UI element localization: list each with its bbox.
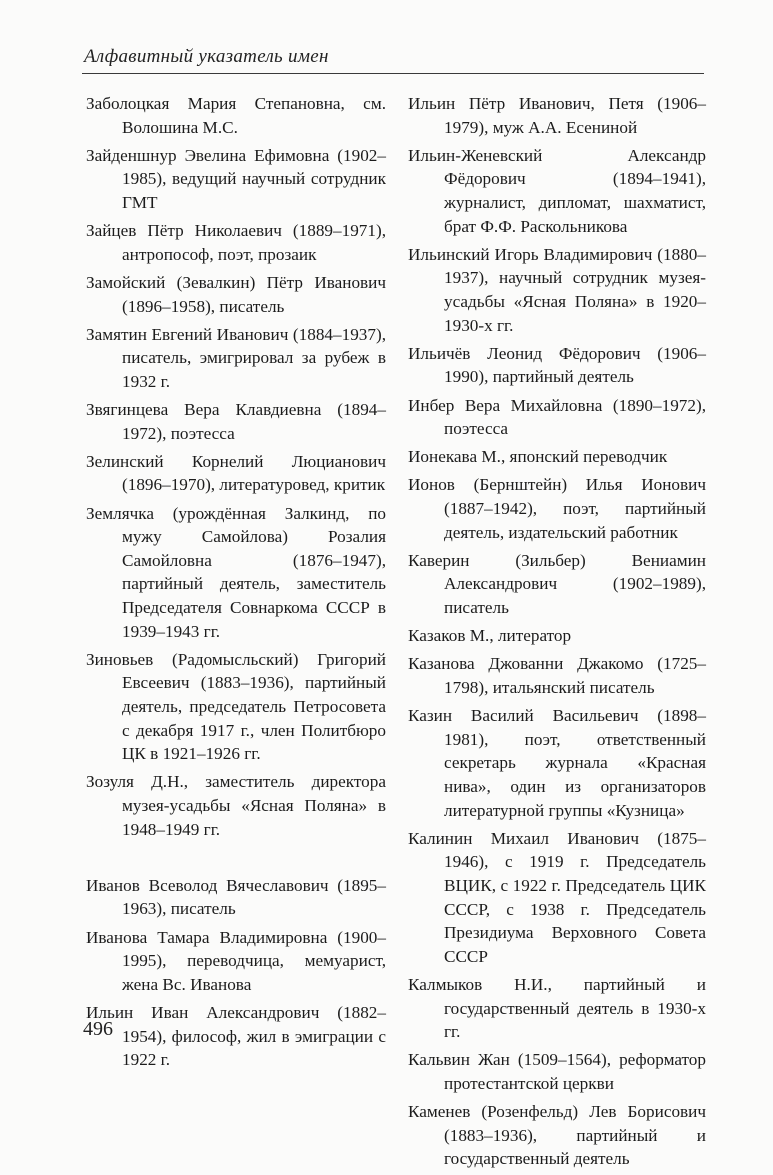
index-entry: Ильин Пётр Иванович, Петя (1906–1979), муж А.А. Есениной (408, 94, 706, 137)
index-entry: Казаков М., литератор (408, 626, 572, 646)
index-entry: Кальвин Жан (1509–1564), реформатор протестантской церкви (408, 1050, 706, 1093)
page-number: 496 (83, 1018, 113, 1040)
index-entry: Ильин-Женевский Александр Фёдорович (1894–1941), журналист, дипломат, шахматист, брат Ф.Ф. Раскольникова (408, 145, 706, 236)
index-entry: Землячка (урождённая Залкинд, по мужу Самойлова) Розалия Самойловна (1876–1947), партийный деятель, заместитель Председателя Совнаркома СССР в 1939–1943 гг. (86, 503, 386, 641)
running-header: Алфавитный указатель имен (84, 46, 329, 67)
index-entry: Иванова Тамара Владимировна (1900–1995), переводчица, мемуарист, жена Вс. Иванова (86, 927, 386, 994)
index-entry: Зелинский Корнелий Люцианович (1896–1970), литературовед, критик (86, 451, 386, 495)
index-entry: Зайденшнур Эвелина Ефимовна (1902–1985), ведущий научный сотрудник ГМТ (86, 145, 386, 212)
index-entry: Казин Василий Васильевич (1898–1981), поэт, ответственный секретарь журнала «Красная нива», один из организаторов литературной группы «Кузница» (408, 706, 706, 820)
index-entry: Ильин Иван Александрович (1882–1954), философ, жил в эмиграции с 1922 г. (86, 1002, 386, 1070)
index-entry: Каверин (Зильбер) Вениамин Александрович (1902–1989), писатель (408, 550, 706, 618)
index-entry: Калинин Михаил Иванович (1875–1946), с 1919 г. Председатель ВЦИК, с 1922 г. Председатель ЦИК СССР, с 1938 г. Председатель Президиума Верховного Совета СССР (408, 828, 706, 966)
index-entry: Инбер Вера Михайловна (1890–1972), поэтесса (408, 395, 706, 439)
right-column (408, 92, 706, 1175)
index-entry: Замятин Евгений Иванович (1884–1937), писатель, эмигрировал за рубеж в 1932 г. (86, 324, 386, 391)
letter-group-gap (86, 846, 386, 874)
index-entry: Каменев (Розенфельд) Лев Борисович (1883–1936), партийный и государственный деятель (408, 1102, 706, 1169)
index-entry: Казанова Джованни Джакомо (1725–1798), итальянский писатель (408, 654, 706, 697)
index-entry: Зайцев Пётр Николаевич (1889–1971), антропософ, поэт, прозаик (86, 221, 386, 264)
index-entry: Иванов Всеволод Вячеславович (1895–1963), писатель (86, 875, 386, 919)
index-entry: Ионекава М., японский переводчик (408, 447, 668, 467)
index-entry: Калмыков Н.И., партийный и государственный деятель в 1930-х гг. (408, 974, 706, 1042)
index-entry: Зозуля Д.Н., заместитель директора музея-усадьбы «Ясная Поляна» в 1948–1949 гг. (86, 772, 386, 839)
index-entry: Зиновьев (Радомысльский) Григорий Евсеевич (1883–1936), партийный деятель, председатель Петросовета с декабря 1917 г., член Политбюро ЦК в 1921–1926 гг. (86, 649, 386, 764)
index-entry: Ильинский Игорь Владимирович (1880–1937), научный сотрудник музея-усадьбы «Ясная Поляна» в 1920–1930-х гг. (408, 244, 706, 335)
index-entry: Заболоцкая Мария Степановна, см. Волошина М.С. (86, 94, 386, 137)
left-column (86, 92, 386, 1076)
index-entry: Ильичёв Леонид Фёдорович (1906–1990), партийный деятель (408, 343, 706, 387)
header-rule (82, 73, 704, 74)
index-entry: Ионов (Бернштейн) Илья Ионович (1887–1942), поэт, партийный деятель, издательский работник (408, 475, 706, 542)
index-entry: Замойский (Зевалкин) Пётр Иванович (1896–1958), писатель (86, 272, 386, 316)
index-entry: Звягинцева Вера Клавдиевна (1894–1972), поэтесса (86, 400, 386, 443)
